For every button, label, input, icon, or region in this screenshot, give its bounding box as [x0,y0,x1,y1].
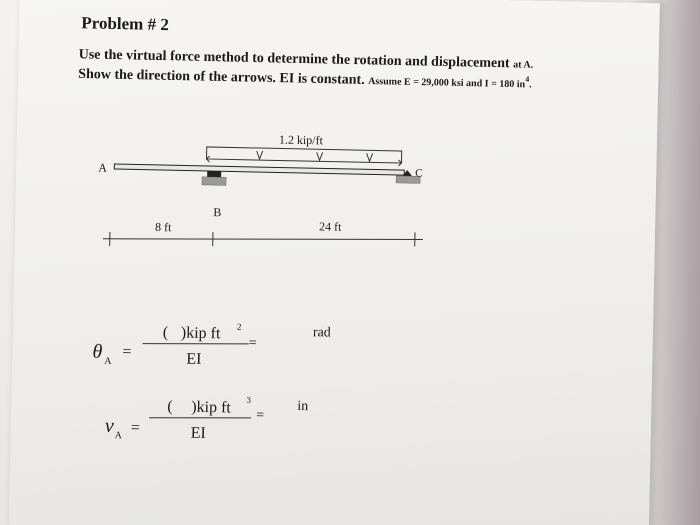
v-exponent: 3 [246,394,252,405]
load-label: 1.2 kip/ft [278,132,324,148]
load-arrows [206,150,401,166]
label-c: C [415,167,423,180]
problem-title: Problem # 2 [81,13,170,35]
theta-subscript: A [104,355,112,367]
displacement-equation [105,392,309,445]
v-open-paren: ( [167,398,173,416]
beam [114,164,404,175]
instruction-line-2-main: Show the direction of the arrows. EI is constant. [78,66,369,88]
theta-numerator: )kip ft [180,324,221,343]
v-numerator: )kip ft [191,398,232,417]
inertia-exponent: 4 [525,74,530,84]
theta-equals-2: = [248,335,257,352]
instruction-line-1-main: Use the virtual force method to determine the rotation and displacement [78,47,514,72]
theta-unit: rad [312,325,331,341]
label-a: A [98,160,108,175]
theta-equation [92,319,331,372]
theta-denominator: EI [186,350,202,368]
support-b [202,171,226,185]
theta-fraction-bar [143,342,249,346]
theta-symbol: θ [92,340,103,363]
load-arrow [257,151,263,159]
v-fraction-bar [149,416,251,420]
label-b: B [213,205,222,220]
paper-sheet [8,0,660,525]
dimension-right: 24 ft [318,219,342,234]
v-unit: in [297,398,309,415]
v-denominator: EI [190,424,207,442]
v-equals-2: = [255,408,265,424]
line-2-period: . [529,79,532,91]
v-symbol: v [104,414,115,438]
v-subscript: A [114,430,123,442]
dimension-left: 8 ft [154,219,172,235]
given-values: Assume E = 29,000 ksi and I = 180 in [368,75,526,91]
theta-exponent: 2 [236,321,242,332]
load-arrow [366,153,372,161]
theta-equals: = [122,343,132,361]
load-arrow [316,152,322,160]
theta-open-paren: ( [162,324,169,342]
dimension-line [103,233,423,246]
beam-diagram [8,0,660,525]
instruction-line-1-small: at A. [513,59,534,71]
v-equals: = [130,419,141,437]
